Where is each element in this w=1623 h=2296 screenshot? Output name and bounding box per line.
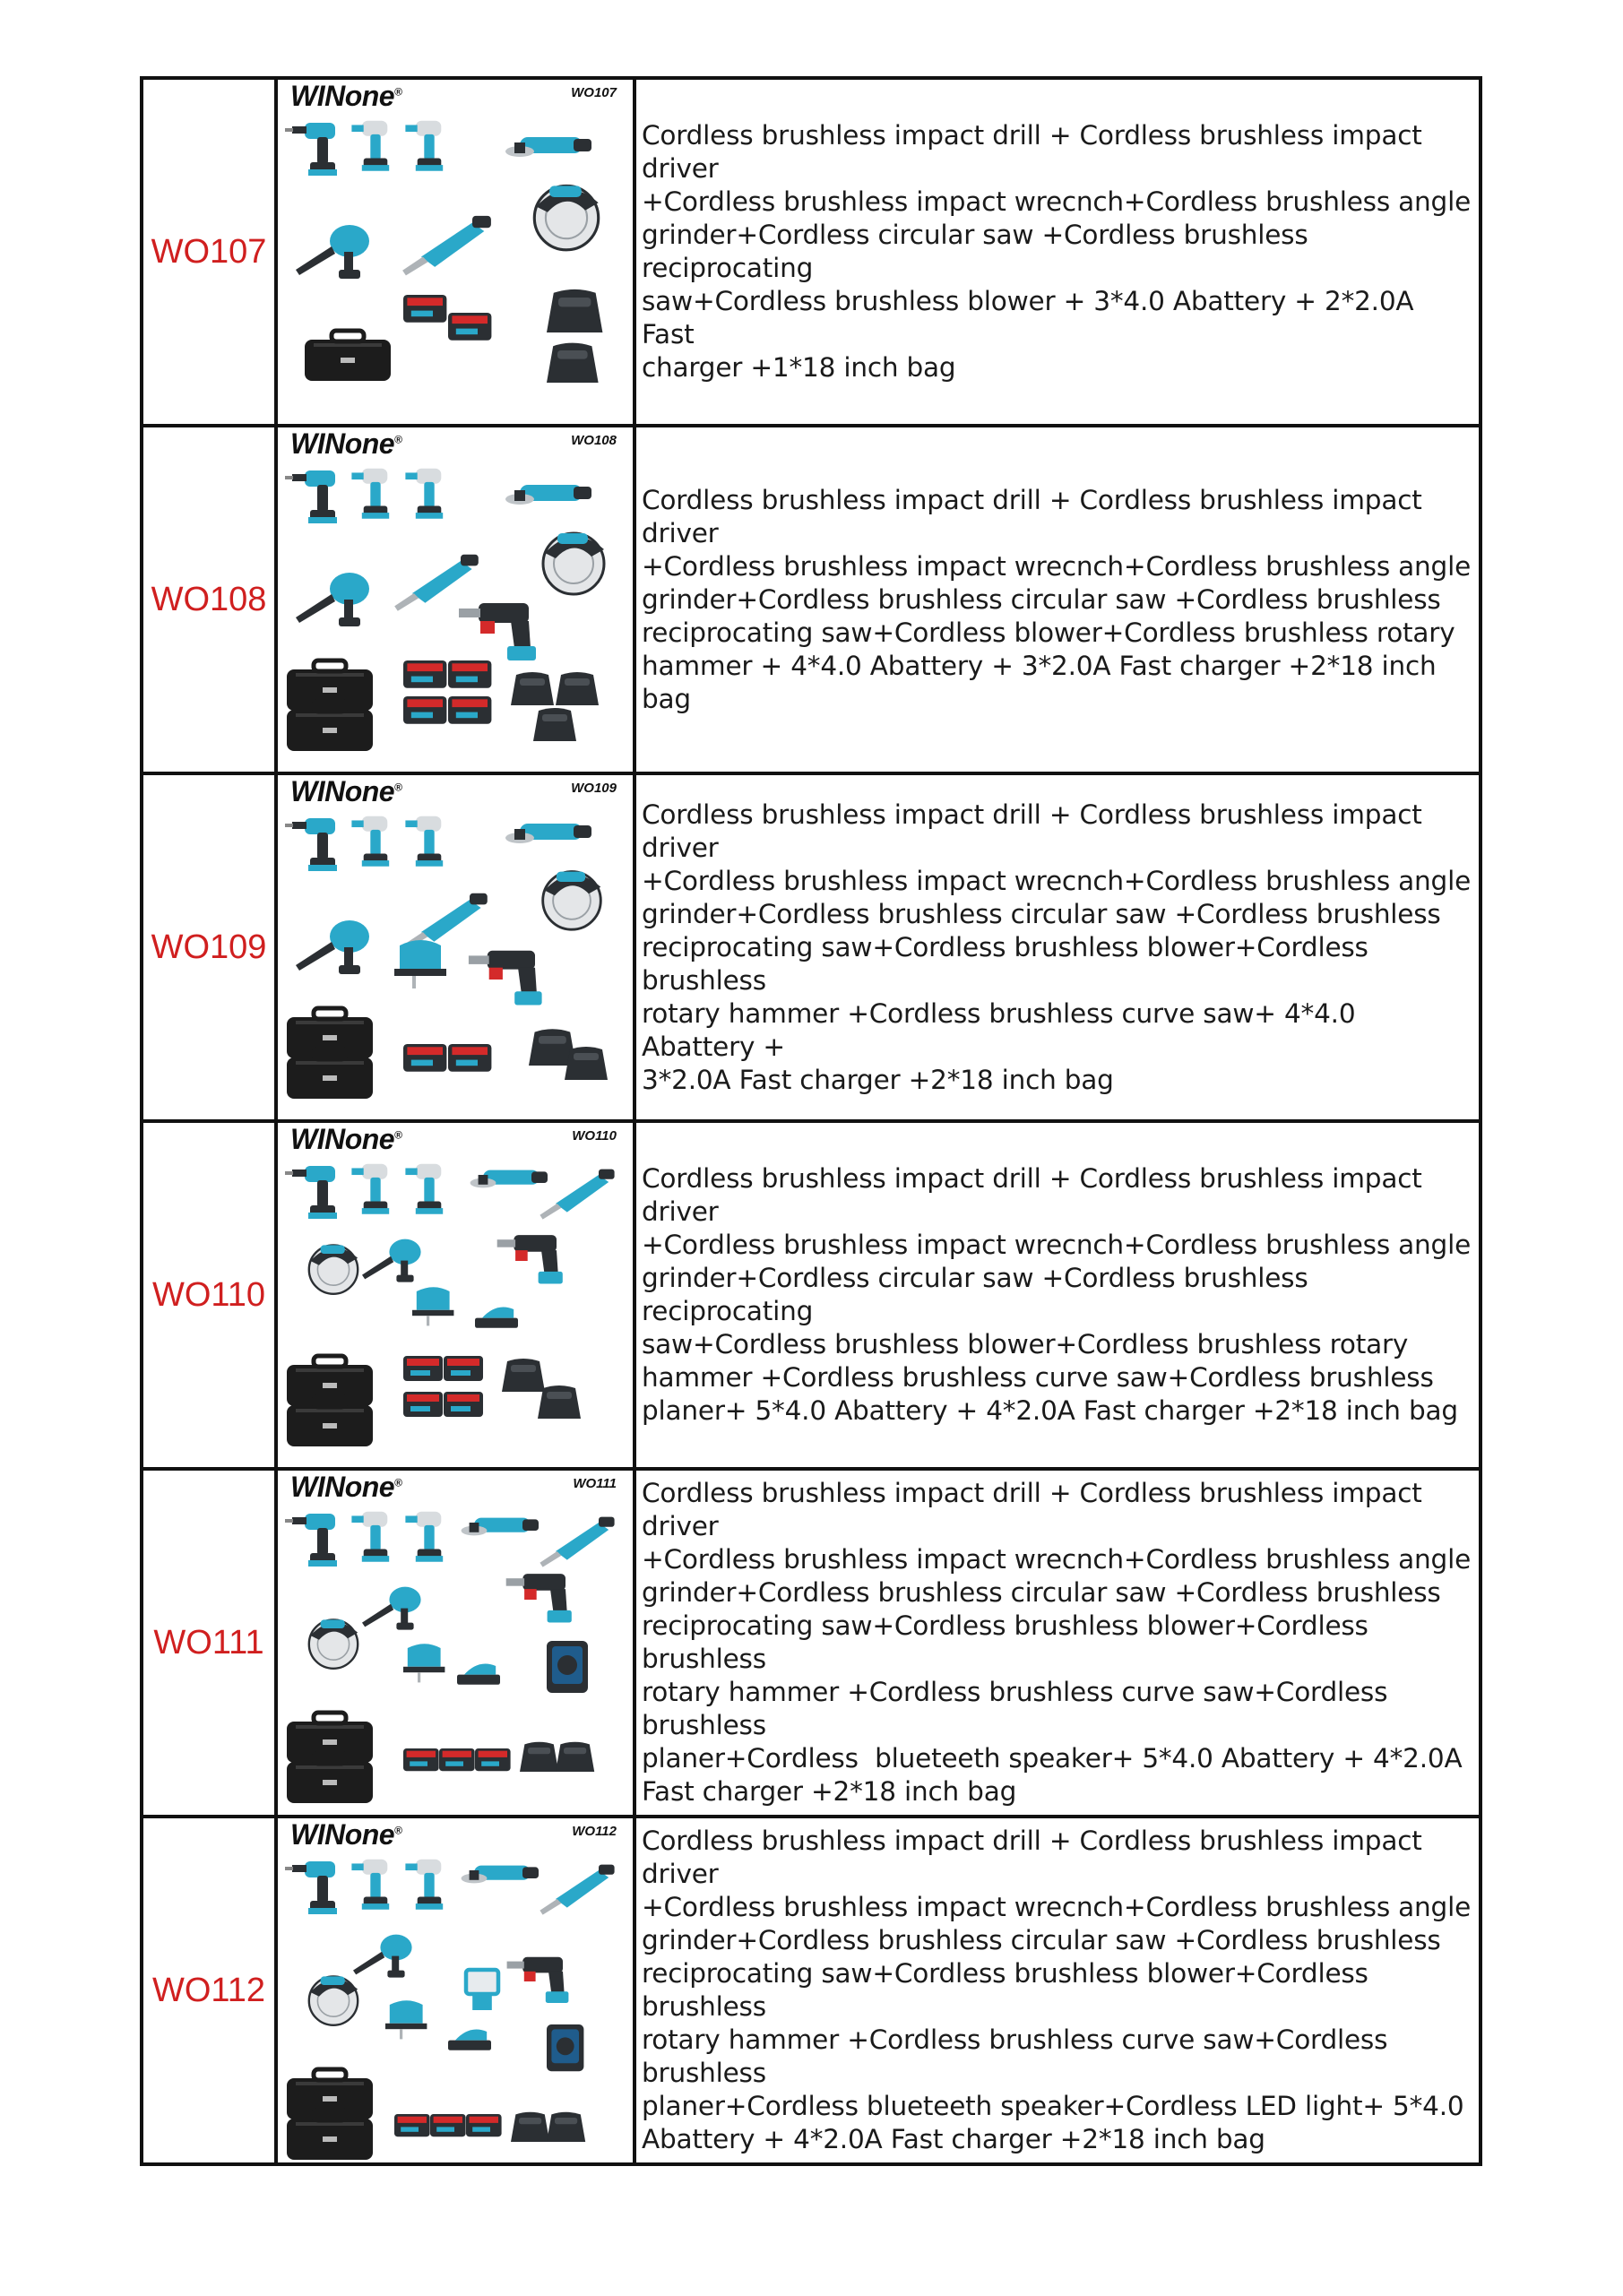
charger-icon [538,1385,581,1419]
image-model-code: WO108 [571,433,617,448]
angle-grinder-icon [462,1866,539,1884]
charger-icon [533,708,576,741]
description-cell [635,1817,1481,2164]
blower-icon [296,573,369,626]
battery-icon [403,1044,446,1072]
battery-icon [430,2114,466,2136]
charger-icon [565,1047,608,1080]
charger-icon [547,289,602,332]
registered-mark: ® [394,1824,402,1837]
description-cell [635,1469,1481,1817]
rotary-hammer-icon [469,951,542,1006]
model-code-cell [142,78,276,426]
brand-logo [290,775,401,808]
description-cell [635,78,1481,426]
impact-driver-icon [351,1512,389,1562]
speaker-icon [547,2024,583,2071]
kit-description: Cordless brushless impact drill + Cordless brushless impact driver +Cordless brushless impact wrecnch+Cordless brushless angle grinder+Cordless brushless circular saw +Cordless brushless reciprocating saw+Cordless brushless blower+Cordless brushless rotary hammer +Cordless brushless curve saw+ 4*4.0 Abattery + 3*2.0A Fast charger +2*18 inch bag [642,798,1472,1095]
battery-icon [444,1392,483,1417]
table-row [142,1469,1481,1817]
angle-grinder-icon [462,1518,539,1536]
brand-name: WINone [290,80,395,112]
battery-icon [403,1392,443,1417]
registered-mark: ® [394,85,402,99]
kit-description: Cordless brushless impact drill + Cordless brushless impact driver +Cordless brushless impact wrecnch+Cordless brushless angle grinder+Cordless brushless circular saw +Cordless brushless reciprocating saw+Cordless blower+Cordless brushless rotary hammer + 4*4.0 Abattery + 3*2.0A Fast charger +2*18 inch bag [642,484,1472,714]
product-kit-illustration [278,116,636,424]
kit-description: Cordless brushless impact drill + Cordless brushless impact driver +Cordless brushless impact wrecnch+Cordless brushless angle grinder+Cordless brushless circular saw +Cordless brushless reciprocating saw+Cordless brushless blower+Cordless brushless rotary hammer +Cordless brushless curve saw+Cordless brushless planer+Cordless blueteeth speaker+Cordless LED light+ 5*4.0 Abattery + 4*2.0A Fast charger +2*18 inch bag [642,1826,1472,2154]
charger-icon [547,2112,585,2142]
product-image [278,427,636,772]
battery-icon [403,696,446,724]
brand-name: WINone [290,1471,395,1503]
impact-driver-icon [351,1860,389,1910]
speaker-icon [547,1641,588,1693]
image-model-code: WO111 [573,1476,617,1491]
tool-bag-icon [287,660,373,711]
charger-icon [511,672,554,705]
tool-bag-icon [305,331,391,381]
brand-name: WINone [290,1818,395,1851]
reciprocating-saw-icon [394,555,479,611]
drill-icon [285,470,337,523]
curve-saw-icon [385,2000,427,2039]
circular-saw-icon [309,1245,358,1293]
impact-driver-icon [351,121,389,171]
product-kit-illustration [278,463,636,772]
circular-saw-icon [309,1619,358,1668]
impact-driver-icon [405,469,443,519]
angle-grinder-icon [505,824,591,843]
model-code-cell [142,426,276,773]
product-kit-illustration [278,1159,636,1467]
impact-driver-icon [405,121,443,171]
angle-grinder-icon [505,137,591,157]
brand-logo [290,1123,401,1156]
reciprocating-saw-icon [540,1170,614,1220]
table-row [142,1121,1481,1469]
model-code-cell [142,1817,276,2164]
drill-icon [285,123,337,176]
battery-icon [466,2114,502,2136]
registered-mark: ® [394,433,402,446]
battery-icon [403,1748,439,1771]
image-model-code: WO110 [572,1128,617,1144]
product-kit-illustration [278,1854,636,2162]
blower-icon [362,1239,421,1282]
impact-driver-icon [405,1512,443,1562]
product-table [140,76,1482,2166]
kit-description: Cordless brushless impact drill + Cordless brushless impact driver +Cordless brushless impact wrecnch+Cordless brushless angle grinder+Cordless circular saw +Cordless brushless reciprocating saw+Cordless brushless blower+Cordless brushless rotary hammer +Cordless brushless curve saw+Cordless brushless planer+ 5*4.0 Abattery + 4*2.0A Fast charger +2*18 inch bag [642,1163,1472,1426]
planer-icon [457,1664,500,1685]
brand-logo [290,80,401,113]
product-kit-illustration [278,811,636,1119]
curve-saw-icon [412,1287,453,1325]
product-kit-illustration [278,1506,636,1815]
battery-icon [448,660,491,688]
model-code: WO112 [151,1971,265,2009]
description-cell [635,1121,1481,1469]
registered-mark: ® [394,1476,402,1489]
product-image [278,1471,636,1815]
circular-saw-icon [534,186,598,249]
registered-mark: ® [394,781,402,794]
image-model-code: WO109 [571,781,617,796]
angle-grinder-icon [470,1170,548,1188]
product-image [278,1123,636,1467]
impact-driver-icon [351,1164,389,1214]
model-code: WO110 [151,1275,265,1314]
impact-driver-icon [351,816,389,867]
reciprocating-saw-icon [540,1865,614,1915]
product-image-cell [276,1121,635,1469]
blower-icon [353,1935,412,1978]
drill-icon [285,1861,337,1914]
drill-icon [285,818,337,871]
product-image [278,1818,636,2162]
battery-icon [475,1748,511,1771]
charger-icon [511,2112,549,2142]
rotary-hammer-icon [497,1235,563,1283]
battery-icon [403,295,446,323]
rotary-hammer-icon [507,1957,569,2003]
impact-driver-icon [405,816,443,867]
product-image [278,80,636,424]
battery-icon [403,1356,443,1381]
angle-grinder-icon [505,485,591,505]
brand-logo [290,1818,401,1851]
reciprocating-saw-icon [402,216,491,276]
model-code: WO107 [151,232,267,271]
table-row [142,78,1481,426]
image-model-code: WO107 [571,85,617,100]
table-row [142,773,1481,1121]
tool-bag-icon [287,1713,373,1763]
table-row [142,426,1481,773]
kit-description: Cordless brushless impact drill + Cordless brushless impact driver +Cordless brushless impact wrecnch+Cordless brushless angle grinder+Cordless circular saw +Cordless brushless reciprocating saw+Cordless brushless blower + 3*4.0 Abattery + 2*2.0A Fast charger +1*18 inch bag [642,120,1472,383]
battery-icon [448,1044,491,1072]
charger-icon [547,343,599,383]
planer-icon [448,2030,491,2050]
circular-saw-icon [309,1976,358,2024]
image-model-code: WO112 [572,1824,617,1839]
battery-icon [448,696,491,724]
blower-icon [296,920,369,974]
kit-description: Cordless brushless impact drill + Cordless brushless impact driver +Cordless brushless impact wrecnch+Cordless brushless angle grinder+Cordless brushless circular saw +Cordless brushless reciprocating saw+Cordless brushless blower+Cordless brushless rotary hammer +Cordless brushless curve saw+Cordless brushless planer+Cordless blueteeth speaker+ 5*4.0 Abattery + 4*2.0A Fast charger +2*18 inch bag [642,1478,1472,1807]
model-code: WO108 [151,580,267,618]
product-image [278,775,636,1119]
charger-icon [556,672,599,705]
brand-logo [290,1471,401,1504]
brand-name: WINone [290,427,395,460]
model-code-cell [142,1121,276,1469]
charger-icon [556,1742,594,1772]
product-image-cell [276,78,635,426]
impact-driver-icon [405,1860,443,1910]
description-cell [635,773,1481,1121]
tool-bag-icon [287,1356,373,1406]
brand-logo [290,427,401,461]
product-image-cell [276,1817,635,2164]
led-light-icon [466,1970,498,2010]
curve-saw-icon [403,1644,445,1682]
product-image-cell [276,426,635,773]
curve-saw-icon [394,940,446,988]
rotary-hammer-icon [459,603,536,660]
model-code-cell [142,773,276,1121]
battery-icon [448,313,491,341]
battery-icon [444,1356,483,1381]
brand-name: WINone [290,1123,395,1155]
planer-icon [475,1308,518,1328]
circular-saw-icon [543,533,604,594]
description-cell [635,426,1481,773]
impact-driver-icon [405,1164,443,1214]
impact-driver-icon [351,469,389,519]
model-code: WO111 [153,1623,264,1662]
product-image-cell [276,773,635,1121]
blower-icon [296,225,369,279]
blower-icon [362,1587,421,1630]
battery-icon [403,660,446,688]
charger-icon [502,1359,545,1392]
model-code: WO109 [151,928,267,966]
battery-icon [439,1748,475,1771]
reciprocating-saw-icon [540,1517,614,1567]
table-row [142,1817,1481,2164]
circular-saw-icon [543,872,601,930]
tool-bag-icon [287,1008,373,1058]
product-image-cell [276,1469,635,1817]
brand-name: WINone [290,775,395,807]
drill-icon [285,1166,337,1219]
drill-icon [285,1514,337,1567]
model-code-cell [142,1469,276,1817]
registered-mark: ® [394,1128,402,1142]
tool-bag-icon [287,2069,373,2119]
battery-icon [394,2114,430,2136]
charger-icon [520,1742,558,1772]
rotary-hammer-icon [506,1574,572,1622]
